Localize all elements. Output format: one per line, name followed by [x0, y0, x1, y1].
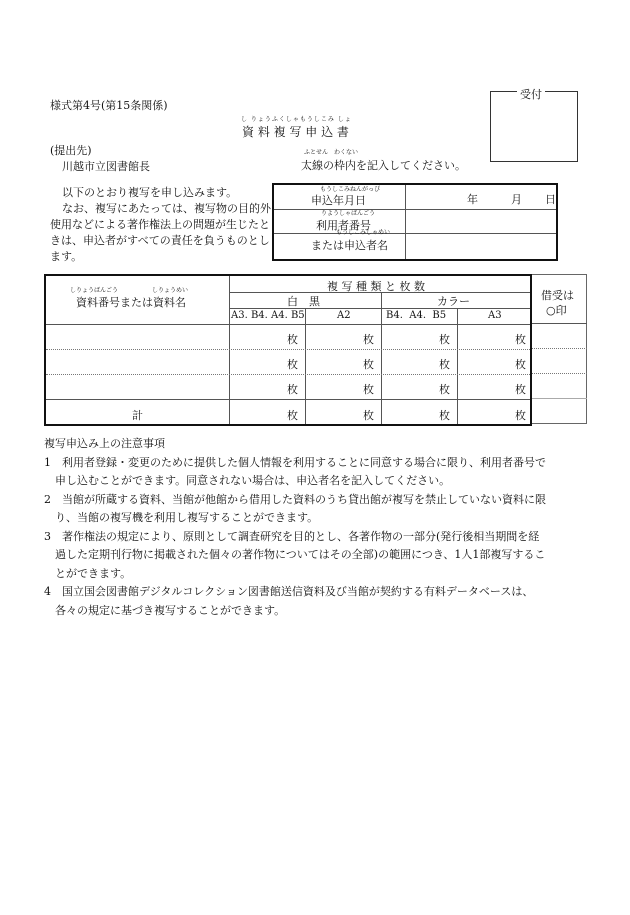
user-number-field[interactable]: [408, 211, 553, 255]
note-line: 1 利用者登録・変更のために提供した個人情報を利用することに同意する場合に限り、利用者番号で: [44, 455, 546, 469]
unit-r1-c1[interactable]: 枚: [287, 333, 298, 346]
unit-total-c2[interactable]: 枚: [363, 409, 374, 422]
date-label: 申込年月日: [311, 194, 366, 207]
note-line: 2 当館が所蔵する資料、当館が他館から借用した資料のうち貸出館が複写を禁止していない資料に限: [44, 492, 546, 506]
note-line: 過した定期刊行物に掲載された個々の著作物についてはその全部)の範囲につき、1人1部複写するこ: [44, 548, 546, 561]
unit-r1-c4[interactable]: 枚: [515, 333, 526, 346]
unit-r3-c1[interactable]: 枚: [287, 383, 298, 396]
note-line: 4 国立国会図書館デジタルコレクション図書館送信資料及び当館が契約する有料データベースは、: [44, 585, 534, 598]
application-info-table: [272, 183, 558, 261]
subheader-bw-a2: A2: [337, 310, 351, 321]
notes-heading: 複写申込み上の注意事項: [44, 437, 165, 450]
note-line: 3 著作権法の規定により、原則として調査研究を目的とし、各著作物の一部分(発行後相当期間を経: [44, 529, 540, 543]
unit-r3-c4[interactable]: 枚: [515, 383, 526, 396]
note-line: 申し込むことができます。同意されない場合は、申込者名を記入してください。: [44, 474, 451, 487]
title-ruby: し りょうふくしゃもうしこみ しょ: [241, 116, 352, 123]
bw-header: 白 黒: [287, 295, 320, 308]
intro-line: 以下のとおり複写を申し込みます。: [62, 186, 238, 199]
user-number-label: 利用者番号: [316, 219, 371, 232]
color-header: カラー: [437, 295, 470, 308]
unit-total-c4[interactable]: 枚: [515, 409, 526, 422]
unit-r1-c2[interactable]: 枚: [363, 333, 374, 346]
intro-line: ます。: [50, 250, 83, 263]
unit-r1-c3[interactable]: 枚: [439, 333, 450, 346]
unit-total-c3[interactable]: 枚: [439, 409, 450, 422]
instruction-text: 太線の枠内を記入してください。: [301, 159, 466, 172]
borrow-check-column: [532, 274, 587, 424]
month-label[interactable]: 月: [511, 193, 522, 206]
intro-line: 使用などによる著作権法上の問題が生じたと: [50, 218, 270, 231]
intro-paragraph-cont: [50, 217, 270, 265]
subheader-color-small: B4. A4. B5: [386, 310, 447, 321]
unit-r2-c1[interactable]: 枚: [287, 358, 298, 371]
copy-type-header: 複 写 種 類 と 枚 数: [327, 280, 425, 293]
circle-mark-label: ○印: [546, 304, 567, 317]
applicant-ruby: もうしこみしゃめい: [336, 229, 391, 236]
borrow-label: 借受は: [541, 289, 574, 302]
subheader-bw-small: A3. B4. A4. B5: [231, 310, 305, 321]
subheader-color-a3: A3: [488, 310, 502, 321]
unit-r2-c4[interactable]: 枚: [515, 358, 526, 371]
receipt-label: 受付: [517, 86, 545, 102]
intro-paragraph: [62, 185, 271, 217]
notes-section: [44, 435, 604, 620]
unit-r2-c2[interactable]: 枚: [363, 358, 374, 371]
recipient-label: (提出先): [50, 144, 92, 157]
total-label: 計: [132, 409, 143, 422]
note-line: とができます。: [44, 566, 132, 580]
col1-ruby-a: しりょうばんごう: [70, 287, 119, 294]
form-number: 様式第4号(第15条関係): [50, 99, 168, 112]
form-title: 資 料 複 写 申 込 書: [242, 125, 349, 139]
intro-line: きは、申込者がすべての責任を負うものとし: [50, 234, 270, 247]
unit-total-c1[interactable]: 枚: [287, 409, 298, 422]
intro-line: なお、複写にあたっては、複写物の目的外: [62, 202, 271, 215]
year-label[interactable]: 年: [467, 193, 478, 206]
col1-header: 資料番号または資料名: [76, 296, 186, 309]
unit-r2-c3[interactable]: 枚: [439, 358, 450, 371]
instruction-ruby: ふとせん わくない: [304, 149, 359, 156]
user-number-ruby: りようしゃばんごう: [321, 210, 376, 217]
day-label[interactable]: 日: [545, 193, 556, 206]
unit-r3-c2[interactable]: 枚: [363, 383, 374, 396]
col1-ruby-b: しりょうめい: [152, 287, 189, 294]
note-line: 各々の規定に基づき複写することができます。: [44, 603, 286, 617]
note-line: り、当館の複写機を利用し複写することができます。: [44, 511, 319, 524]
copy-request-table: [44, 274, 532, 426]
applicant-name-label: または申込者名: [311, 239, 388, 252]
date-ruby: もうしこみねんがっぴ: [320, 186, 381, 193]
unit-r3-c3[interactable]: 枚: [439, 383, 450, 396]
recipient-name: 川越市立図書館長: [62, 160, 150, 173]
